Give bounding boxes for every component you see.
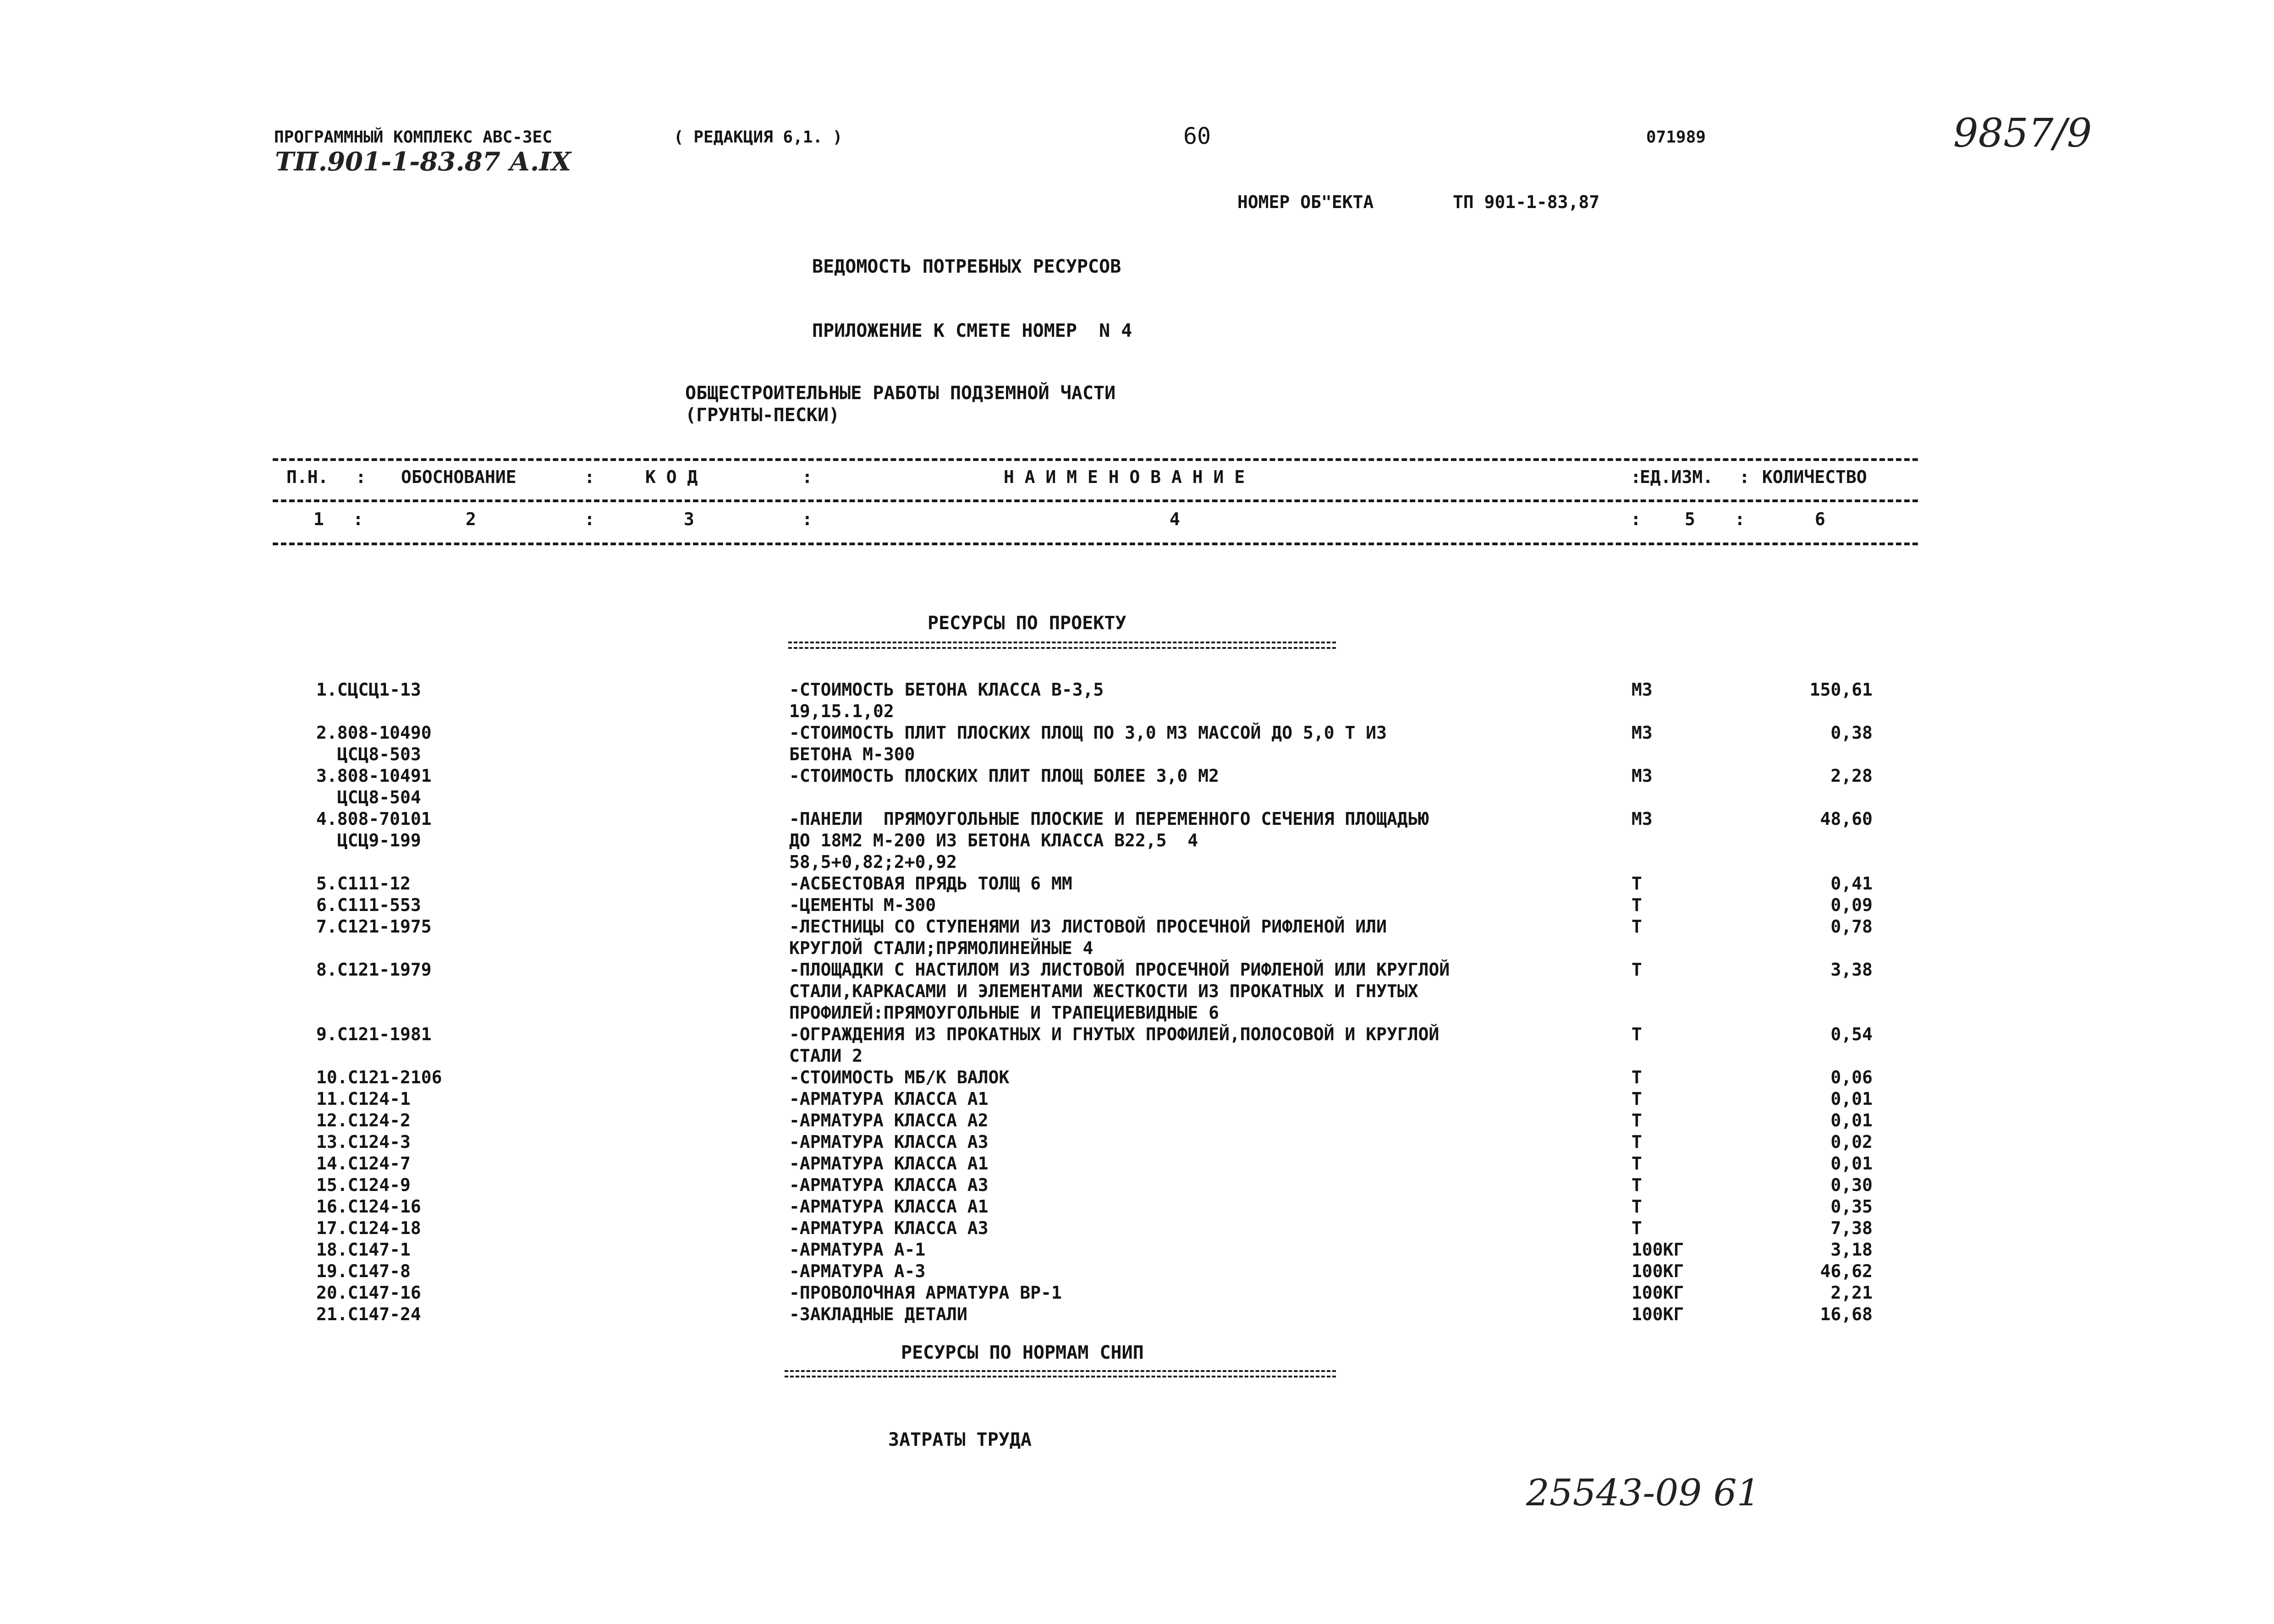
row-basis: 9.С121-1981 xyxy=(316,1024,432,1044)
col-sep: : xyxy=(584,509,595,529)
row-name: 58,5+0,82;2+0,92 xyxy=(789,852,957,872)
row-name: -ОГРАЖДЕНИЯ ИЗ ПРОКАТНЫХ И ГНУТЫХ ПРОФИЛЕЙ,ПОЛОСОВОЙ И КРУГЛОЙ xyxy=(789,1024,1439,1044)
section-underline xyxy=(785,1370,1336,1377)
table-row xyxy=(0,1219,2274,1240)
table-row xyxy=(0,746,2274,767)
row-basis: ЦСЦ8-503 xyxy=(316,744,421,764)
row-qty: 0,54 xyxy=(1830,1024,1873,1044)
table-row xyxy=(0,1306,2274,1327)
row-name: -ЦЕМЕНТЫ М-300 xyxy=(789,895,936,915)
row-name: -АРМАТУРА КЛАССА А1 xyxy=(789,1196,989,1217)
table-row xyxy=(0,1047,2274,1068)
row-name: ПРОФИЛЕЙ:ПРЯМОУГОЛЬНЫЕ И ТРАПЕЦИЕВИДНЫЕ 6 xyxy=(789,1003,1219,1023)
row-basis: 11.С124-1 xyxy=(316,1089,411,1109)
section-title-labor: ЗАТРАТЫ ТРУДА xyxy=(888,1429,1032,1450)
row-unit: Т xyxy=(1631,1218,1642,1238)
row-qty: 0,09 xyxy=(1830,895,1873,915)
row-basis: 15.С124-9 xyxy=(316,1175,411,1195)
row-name: -ПРОВОЛОЧНАЯ АРМАТУРА ВР-1 xyxy=(789,1283,1062,1303)
table-row xyxy=(0,724,2274,745)
row-basis: 12.С124-2 xyxy=(316,1110,411,1130)
row-name: -СТОИМОСТЬ БЕТОНА КЛАССА В-3,5 xyxy=(789,680,1104,700)
col-sep: : xyxy=(1735,509,1745,529)
row-name: -АРМАТУРА КЛАССА А3 xyxy=(789,1132,989,1152)
work-type-line1: ОБЩЕСТРОИТЕЛЬНЫЕ РАБОТЫ ПОДЗЕМНОЙ ЧАСТИ xyxy=(685,383,1116,404)
row-qty: 0,78 xyxy=(1830,916,1873,937)
col-header-code: К О Д xyxy=(645,467,698,487)
handwritten-ref: 9857/9 xyxy=(1953,110,2092,156)
row-basis: 1.СЦСЦ1-13 xyxy=(316,680,421,700)
row-unit: Т xyxy=(1631,916,1642,937)
row-unit: Т xyxy=(1631,873,1642,894)
section-title-project: РЕСУРСЫ ПО ПРОЕКТУ xyxy=(928,613,1126,634)
row-name: -АРМАТУРА КЛАССА А1 xyxy=(789,1153,989,1174)
col-sep: : xyxy=(1631,467,1641,487)
table-row xyxy=(0,1090,2274,1111)
row-basis: 7.С121-1975 xyxy=(316,916,432,937)
row-basis: 4.808-70101 xyxy=(316,809,432,829)
row-qty: 2,28 xyxy=(1830,766,1873,786)
row-unit: Т xyxy=(1631,1175,1642,1195)
table-row xyxy=(0,681,2274,702)
col-header-name: Н А И М Е Н О В А Н И Е xyxy=(1004,467,1245,487)
table-row xyxy=(0,832,2274,853)
handwritten-bottom-ref: 25543-09 61 xyxy=(1526,1471,1760,1514)
row-qty: 48,60 xyxy=(1820,809,1873,829)
row-qty: 3,38 xyxy=(1830,960,1873,980)
row-basis: 2.808-10490 xyxy=(316,723,432,743)
row-unit: Т xyxy=(1631,960,1642,980)
row-unit: М3 xyxy=(1631,809,1653,829)
row-basis: 3.808-10491 xyxy=(316,766,432,786)
col-header-basis: ОБОСНОВАНИЕ xyxy=(401,467,516,487)
appendix-line: ПРИЛОЖЕНИЕ К СМЕТЕ НОМЕР N 4 xyxy=(812,320,1132,341)
object-number: ТП 901-1-83,87 xyxy=(1453,192,1600,212)
section-title-norms: РЕСУРСЫ ПО НОРМАМ СНИП xyxy=(901,1342,1144,1363)
row-qty: 0,38 xyxy=(1830,723,1873,743)
row-name: -ЗАКЛАДНЫЕ ДЕТАЛИ xyxy=(789,1304,967,1324)
col-number-4: 4 xyxy=(1170,509,1180,529)
date-code: 071989 xyxy=(1646,128,1706,147)
row-name: -АРМАТУРА КЛАССА А3 xyxy=(789,1218,989,1238)
table-row xyxy=(0,1112,2274,1133)
document-title: ВЕДОМОСТЬ ПОТРЕБНЫХ РЕСУРСОВ xyxy=(812,256,1121,277)
row-basis: 20.С147-16 xyxy=(316,1283,421,1303)
row-unit: Т xyxy=(1631,1153,1642,1174)
row-name: -ПАНЕЛИ ПРЯМОУГОЛЬНЫЕ ПЛОСКИЕ И ПЕРЕМЕННОГО СЕЧЕНИЯ ПЛОЩАДЬЮ xyxy=(789,809,1429,829)
row-basis: 16.С124-16 xyxy=(316,1196,421,1217)
object-label: НОМЕР ОБ"ЕКТА xyxy=(1237,192,1374,212)
row-name: -ПЛОЩАДКИ С НАСТИЛОМ ИЗ ЛИСТОВОЙ ПРОСЕЧНОЙ РИФЛЕНОЙ ИЛИ КРУГЛОЙ xyxy=(789,960,1450,980)
row-name: -АСБЕСТОВАЯ ПРЯДЬ ТОЛЩ 6 ММ xyxy=(789,873,1072,894)
table-row xyxy=(0,1198,2274,1219)
table-row xyxy=(0,1262,2274,1284)
table-row xyxy=(0,1069,2274,1090)
row-unit: М3 xyxy=(1631,766,1653,786)
edition-label: ( РЕДАКЦИЯ 6,1. ) xyxy=(674,128,843,147)
table-row xyxy=(0,961,2274,982)
row-qty: 2,21 xyxy=(1830,1283,1873,1303)
row-unit: Т xyxy=(1631,1110,1642,1130)
row-unit: М3 xyxy=(1631,680,1653,700)
row-basis: 18.С147-1 xyxy=(316,1240,411,1260)
row-basis: 17.С124-18 xyxy=(316,1218,421,1238)
col-sep: : xyxy=(1739,467,1750,487)
table-row xyxy=(0,939,2274,960)
row-unit: 100КГ xyxy=(1631,1240,1684,1260)
col-number-5: 5 xyxy=(1685,509,1695,529)
row-unit: Т xyxy=(1631,1196,1642,1217)
col-number-2: 2 xyxy=(466,509,476,529)
row-basis: 8.С121-1979 xyxy=(316,960,432,980)
row-basis: 21.С147-24 xyxy=(316,1304,421,1324)
row-basis: ЦСЦ8-504 xyxy=(316,787,421,807)
row-qty: 150,61 xyxy=(1809,680,1873,700)
col-number-6: 6 xyxy=(1815,509,1825,529)
row-name: -СТОИМОСТЬ МБ/К ВАЛОК xyxy=(789,1067,1010,1087)
header-rule-mid xyxy=(273,499,1918,502)
table-row xyxy=(0,1026,2274,1047)
header-rule-top xyxy=(273,458,1918,461)
row-qty: 0,01 xyxy=(1830,1153,1873,1174)
row-basis: 19.С147-8 xyxy=(316,1261,411,1281)
row-basis: 14.С124-7 xyxy=(316,1153,411,1174)
row-qty: 0,01 xyxy=(1830,1110,1873,1130)
row-qty: 0,06 xyxy=(1830,1067,1873,1087)
col-sep: : xyxy=(353,509,363,529)
table-row xyxy=(0,875,2274,896)
table-row xyxy=(0,789,2274,810)
col-sep: : xyxy=(802,509,813,529)
row-qty: 7,38 xyxy=(1830,1218,1873,1238)
work-type-line2: (ГРУНТЫ-ПЕСКИ) xyxy=(685,405,840,426)
row-qty: 0,02 xyxy=(1830,1132,1873,1152)
table-row xyxy=(0,1241,2274,1262)
row-name: -ЛЕСТНИЦЫ СО СТУПЕНЯМИ ИЗ ЛИСТОВОЙ ПРОСЕЧНОЙ РИФЛЕНОЙ ИЛИ xyxy=(789,916,1387,937)
row-basis: 6.С111-553 xyxy=(316,895,421,915)
row-name: 19,15.1,02 xyxy=(789,701,894,721)
page-number: 60 xyxy=(1183,123,1211,149)
table-row xyxy=(0,1155,2274,1176)
row-name: -АРМАТУРА КЛАССА А1 xyxy=(789,1089,989,1109)
col-sep: : xyxy=(356,467,366,487)
row-unit: М3 xyxy=(1631,723,1653,743)
row-qty: 0,30 xyxy=(1830,1175,1873,1195)
row-basis: 5.С111-12 xyxy=(316,873,411,894)
table-row xyxy=(0,810,2274,831)
row-unit: Т xyxy=(1631,1089,1642,1109)
row-qty: 0,35 xyxy=(1830,1196,1873,1217)
header-rule-bottom xyxy=(273,543,1918,545)
table-row xyxy=(0,918,2274,939)
row-unit: Т xyxy=(1631,1024,1642,1044)
row-name: -АРМАТУРА А-1 xyxy=(789,1240,926,1260)
table-row xyxy=(0,853,2274,874)
row-basis: 13.С124-3 xyxy=(316,1132,411,1152)
row-unit: 100КГ xyxy=(1631,1283,1684,1303)
row-qty: 16,68 xyxy=(1820,1304,1873,1324)
col-header-qty: КОЛИЧЕСТВО xyxy=(1762,467,1867,487)
col-sep: : xyxy=(1631,509,1641,529)
table-row xyxy=(0,767,2274,788)
row-unit: Т xyxy=(1631,1132,1642,1152)
row-name: -СТОИМОСТЬ ПЛИТ ПЛОСКИХ ПЛОЩ ПО 3,0 М3 МАССОЙ ДО 5,0 Т ИЗ xyxy=(789,723,1387,743)
row-qty: 0,41 xyxy=(1830,873,1873,894)
row-name: -СТОИМОСТЬ ПЛОСКИХ ПЛИТ ПЛОЩ БОЛЕЕ 3,0 М2 xyxy=(789,766,1219,786)
table-row xyxy=(0,982,2274,1004)
col-sep: : xyxy=(802,467,813,487)
col-number-1: 1 xyxy=(313,509,324,529)
row-name: -АРМАТУРА А-3 xyxy=(789,1261,926,1281)
row-unit: Т xyxy=(1631,895,1642,915)
row-unit: Т xyxy=(1631,1067,1642,1087)
col-header-unit: ЕД.ИЗМ. xyxy=(1640,467,1714,487)
table-row xyxy=(0,1133,2274,1154)
row-qty: 3,18 xyxy=(1830,1240,1873,1260)
row-qty: 46,62 xyxy=(1820,1261,1873,1281)
table-row xyxy=(0,1176,2274,1197)
row-name: ДО 18М2 М-200 ИЗ БЕТОНА КЛАССА В22,5 4 xyxy=(789,830,1198,850)
row-name: -АРМАТУРА КЛАССА А3 xyxy=(789,1175,989,1195)
row-qty: 0,01 xyxy=(1830,1089,1873,1109)
handwritten-project: ТП.901-1-83.87 А.IX xyxy=(275,147,571,177)
row-basis: 10.С121-2106 xyxy=(316,1067,442,1087)
table-row xyxy=(0,702,2274,724)
row-name: -АРМАТУРА КЛАССА А2 xyxy=(789,1110,989,1130)
section-underline xyxy=(788,642,1336,649)
table-row xyxy=(0,896,2274,917)
row-unit: 100КГ xyxy=(1631,1304,1684,1324)
table-row xyxy=(0,1284,2274,1305)
row-name: СТАЛИ,КАРКАСАМИ И ЭЛЕМЕНТАМИ ЖЕСТКОСТИ ИЗ ПРОКАТНЫХ И ГНУТЫХ xyxy=(789,981,1418,1001)
col-number-3: 3 xyxy=(684,509,694,529)
row-basis: ЦСЦ9-199 xyxy=(316,830,421,850)
table-row xyxy=(0,1004,2274,1025)
row-unit: 100КГ xyxy=(1631,1261,1684,1281)
row-name: СТАЛИ 2 xyxy=(789,1046,863,1066)
col-header-pn: П.Н. xyxy=(286,467,329,487)
row-name: БЕТОНА М-300 xyxy=(789,744,915,764)
col-sep: : xyxy=(584,467,595,487)
row-name: КРУГЛОЙ СТАЛИ;ПРЯМОЛИНЕЙНЫЕ 4 xyxy=(789,938,1093,958)
program-name: ПРОГРАММНЫЙ КОМПЛЕКС АВС-3ЕС xyxy=(274,128,552,147)
